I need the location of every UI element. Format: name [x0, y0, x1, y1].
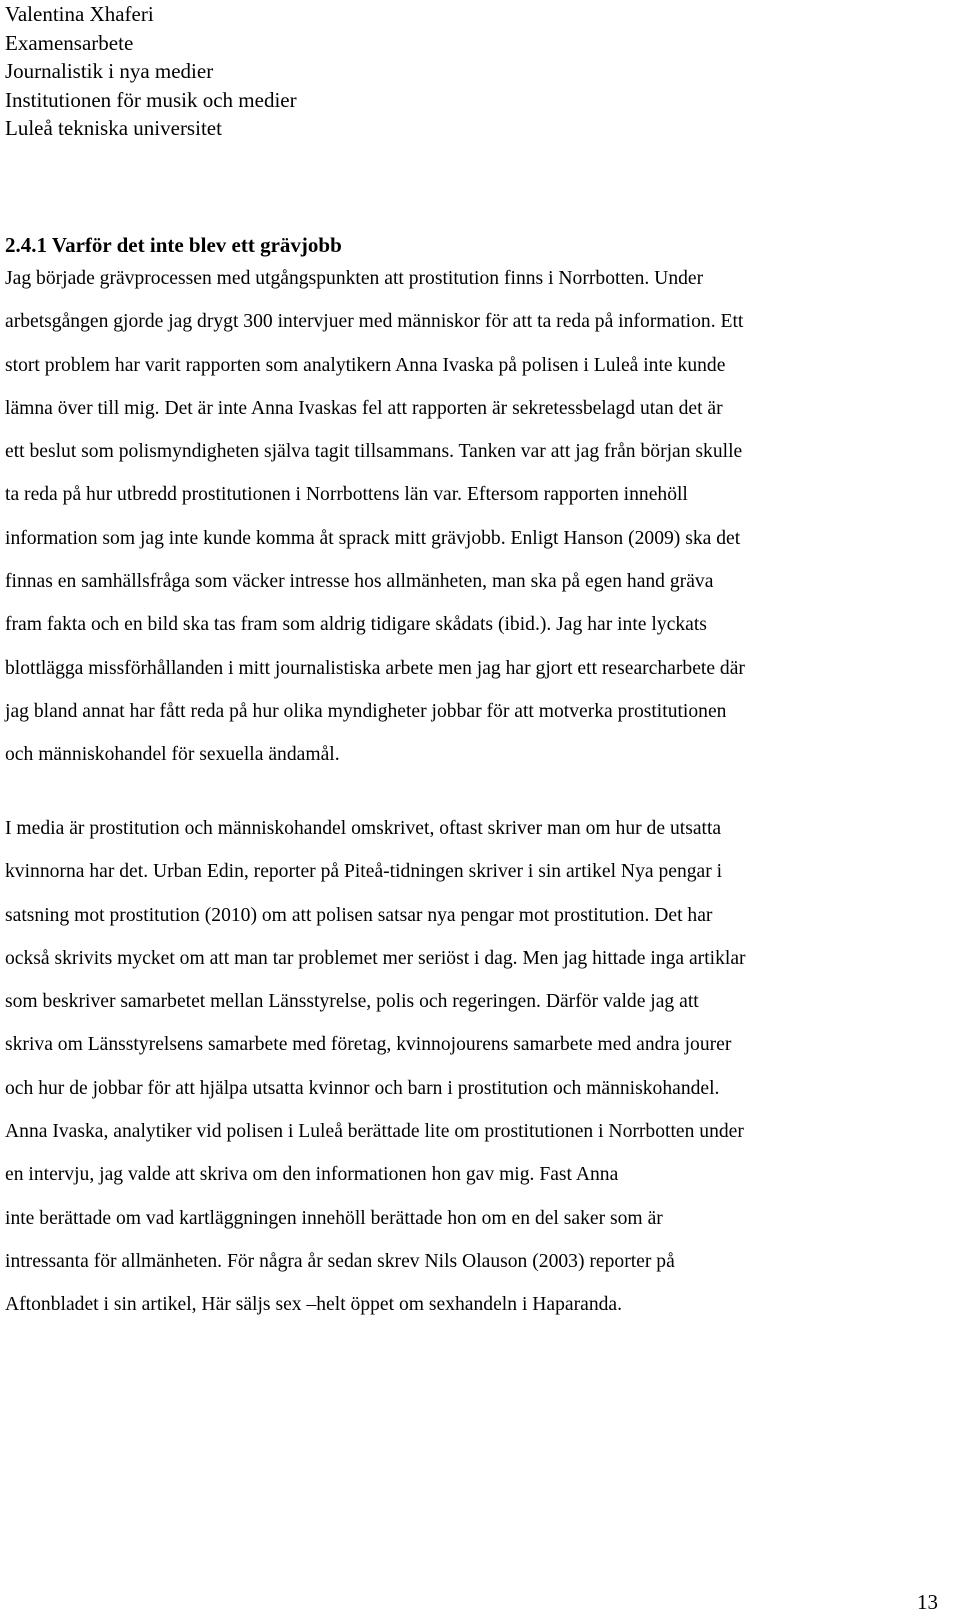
page-number: 13 — [917, 1590, 938, 1614]
paragraph-line: som beskriver samarbetet mellan Länsstyrelse, polis och regeringen. Därför valde jag att — [5, 991, 699, 1013]
paragraph-line: stort problem har varit rapporten som analytikern Anna Ivaska på polisen i Luleå inte kunde — [5, 354, 726, 376]
paragraph-line: jag bland annat har fått reda på hur olika myndigheter jobbar för att motverka prostitutionen — [5, 700, 727, 722]
paragraph-1 — [5, 257, 929, 777]
paragraph-line: och hur de jobbar för att hjälpa utsatta kvinnor och barn i prostitution och människohandel. — [5, 1077, 720, 1099]
paragraph-line: kvinnorna har det. Urban Edin, reporter på Piteå-tidningen skriver i sin artikel Nya pengar i — [5, 861, 723, 883]
document-type: Examensarbete — [5, 30, 134, 55]
department-name: Institutionen för musik och medier — [5, 87, 297, 112]
program-name: Journalistik i nya medier — [5, 59, 214, 83]
paragraph-line: I media är prostitution och människohandel omskrivet, oftast skriver man om hur de utsatta — [5, 818, 722, 839]
author-name: Valentina Xhaferi — [5, 2, 154, 26]
paragraph-line: ett beslut som polismyndigheten själva tagit tillsammans. Tanken var att jag från början skulle — [5, 441, 743, 463]
paragraph-2 — [5, 807, 929, 1327]
paragraph-line: finnas en samhällsfråga som väcker intresse hos allmänheten, man ska på egen hand gräva — [5, 571, 714, 593]
paragraph-line: inte berättade om vad kartläggningen innehöll berättade hon om en del saker som är — [5, 1207, 663, 1229]
paragraph-line: fram fakta och en bild ska tas fram som aldrig tidigare skådats (ibid.). Jag har inte lyckats — [5, 614, 707, 636]
paragraph-line: Jag började grävprocessen med utgångspunkten att prostitution finns i Norrbotten. Under — [5, 268, 704, 289]
paragraph-line: blottlägga missförhållanden i mitt journalistiska arbete men jag har gjort ett researcharbete där — [5, 657, 745, 679]
paragraph-line: information som jag inte kunde komma åt sprack mitt grävjobb. Enligt Hanson (2009) ska det — [5, 527, 741, 549]
paragraph-line: en intervju, jag valde att skriva om den informationen hon gav mig. Fast Anna — [5, 1164, 619, 1186]
section-heading: 2.4.1 Varför det inte blev ett grävjobb — [5, 233, 342, 257]
paragraph-line: arbetsgången gjorde jag drygt 300 intervjuer med människor för att ta reda på information. Ett — [5, 311, 744, 333]
paragraph-line: också skrivits mycket om att man tar problemet mer seriöst i dag. Men jag hittade inga artiklar — [5, 947, 746, 969]
document-header — [5, 0, 297, 143]
paragraph-line: Aftonbladet i sin artikel, Här säljs sex –helt öppet om sexhandeln i Haparanda. — [5, 1294, 623, 1316]
paragraph-line: lämna över till mig. Det är inte Anna Ivaskas fel att rapporten är sekretessbelagd utan det är — [5, 397, 723, 419]
paragraph-line: Anna Ivaska, analytiker vid polisen i Luleå berättade lite om prostitutionen i Norrbotten under — [5, 1121, 744, 1143]
paragraph-line: och människohandel för sexuella ändamål. — [5, 744, 340, 766]
paragraph-line: intressanta för allmänheten. För några år sedan skrev Nils Olauson (2003) reporter på — [5, 1250, 675, 1272]
paragraph-line: ta reda på hur utbredd prostitutionen i Norrbottens län var. Eftersom rapporten innehöll — [5, 484, 688, 506]
paragraph-line: satsning mot prostitution (2010) om att polisen satsar nya pengar mot prostitution. Det har — [5, 904, 713, 926]
paragraph-line: skriva om Länsstyrelsens samarbete med företag, kvinnojourens samarbete med andra jourer — [5, 1034, 732, 1056]
university-name: Luleå tekniska universitet — [5, 116, 222, 140]
